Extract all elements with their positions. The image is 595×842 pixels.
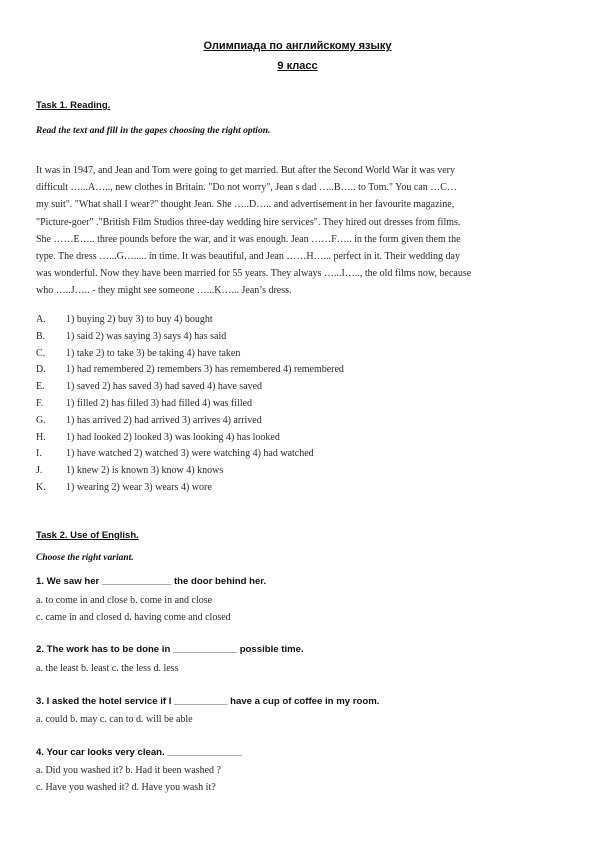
option-text: 1) wearing 2) wear 3) wears 4) wore — [66, 481, 212, 493]
question-1: 1. We saw her _____________ the door behind her. — [36, 576, 267, 587]
option-row — [36, 396, 344, 413]
text-line: "Picture-goer" ."British Film Studios three-day wedding hire services". They hired out dresses from films. — [36, 216, 461, 228]
task1-heading: Task 1. Reading. — [36, 100, 111, 111]
option-row — [36, 446, 344, 463]
task1-instruction: Read the text and fill in the gapes choosing the right option. — [36, 126, 271, 136]
text-line: type. The dress …...G…..... in time. It was beautiful, and Jean ……H…... perfect in it. Their wedding day — [36, 251, 460, 263]
option-letter: J. — [36, 465, 43, 477]
option-row — [36, 463, 344, 480]
option-text: 1) has arrived 2) had arrived 3) arrives 4) arrived — [66, 414, 262, 426]
text-line: She ……E….. three pounds before the war, and it was enough. Jean ……F….. in the form given them the — [36, 233, 461, 245]
option-letter: E. — [36, 381, 45, 393]
text-line: It was in 1947, and Jean and Tom were going to get married. But after the Second World War it was very — [36, 165, 455, 176]
question-3: 3. I asked the hotel service if I __________ have a cup of coffee in my room. — [36, 696, 380, 707]
text-line: difficult …...A….., new clothes in Britain. "Do not worry", Jean s dad …..B….. to Tom." You can …C… — [36, 182, 457, 194]
task2-instruction: Choose the right variant. — [36, 553, 134, 563]
option-text: 1) have watched 2) watched 3) were watching 4) had watched — [66, 448, 314, 460]
option-text: 1) buying 2) buy 3) to buy 4) bought — [66, 314, 213, 325]
option-letter: D. — [36, 364, 46, 376]
option-text: 1) take 2) to take 3) be taking 4) have taken — [66, 347, 241, 359]
option-row — [36, 430, 344, 447]
task2-heading: Task 2. Use of English. — [36, 530, 139, 541]
answer-options-list — [36, 312, 344, 497]
option-letter: G. — [36, 414, 46, 426]
option-text: 1) knew 2) is known 3) know 4) knows — [66, 465, 224, 477]
reading-text — [36, 162, 560, 300]
text-line: who …..J….. - they might see someone …...K…... Jean’s dress. — [36, 285, 292, 297]
option-row — [36, 379, 344, 396]
question-4-answers: a. Did you washed it? b. Had it been washed ? — [36, 765, 221, 776]
option-row — [36, 480, 344, 497]
option-row — [36, 312, 344, 329]
option-text: 1) filled 2) has filled 3) had filled 4) was filled — [66, 397, 253, 409]
document-title: Олимпиада по английскому языку — [203, 40, 392, 52]
option-letter: C. — [36, 347, 46, 359]
option-row — [36, 362, 344, 379]
option-text: 1) had looked 2) looked 3) was looking 4) has looked — [66, 431, 280, 443]
option-letter: F. — [36, 397, 44, 409]
question-4: 4. Your car looks very clean. ______________ — [36, 747, 243, 758]
grade-title: 9 класс — [277, 60, 318, 72]
question-1-answers: a. to come in and close b. come in and close — [36, 595, 213, 606]
question-3-answers: a. could b. may c. can to d. will be able — [36, 714, 193, 725]
option-letter: K. — [36, 481, 46, 493]
option-letter: I. — [36, 448, 42, 460]
option-text: 1) saved 2) has saved 3) had saved 4) have saved — [66, 381, 263, 393]
option-row — [36, 346, 344, 363]
option-letter: H. — [36, 431, 46, 443]
option-text: 1) had remembered 2) remembers 3) has remembered 4) remembered — [66, 364, 344, 376]
option-letter: B. — [36, 330, 46, 342]
option-text: 1) said 2) was saying 3) says 4) has said — [66, 330, 227, 342]
question-2-answers: a. the least b. least c. the less d. less — [36, 663, 179, 674]
question-1-answers: c. came in and closed d. having come and closed — [36, 612, 231, 623]
option-row — [36, 329, 344, 346]
text-line: was wonderful. Now they have been married for 55 years. They always …...I….., the old films now, because — [36, 268, 472, 280]
option-row — [36, 413, 344, 430]
question-4-answers: c. Have you washed it? d. Have you wash it? — [36, 782, 216, 793]
option-letter: A. — [36, 314, 46, 325]
text-line: my suit". "What shall I wear?" thought Jean. She …..D….. and advertisement in her favourite magazine, — [36, 199, 455, 211]
question-2: 2. The work has to be done in ____________ possible time. — [36, 644, 304, 655]
